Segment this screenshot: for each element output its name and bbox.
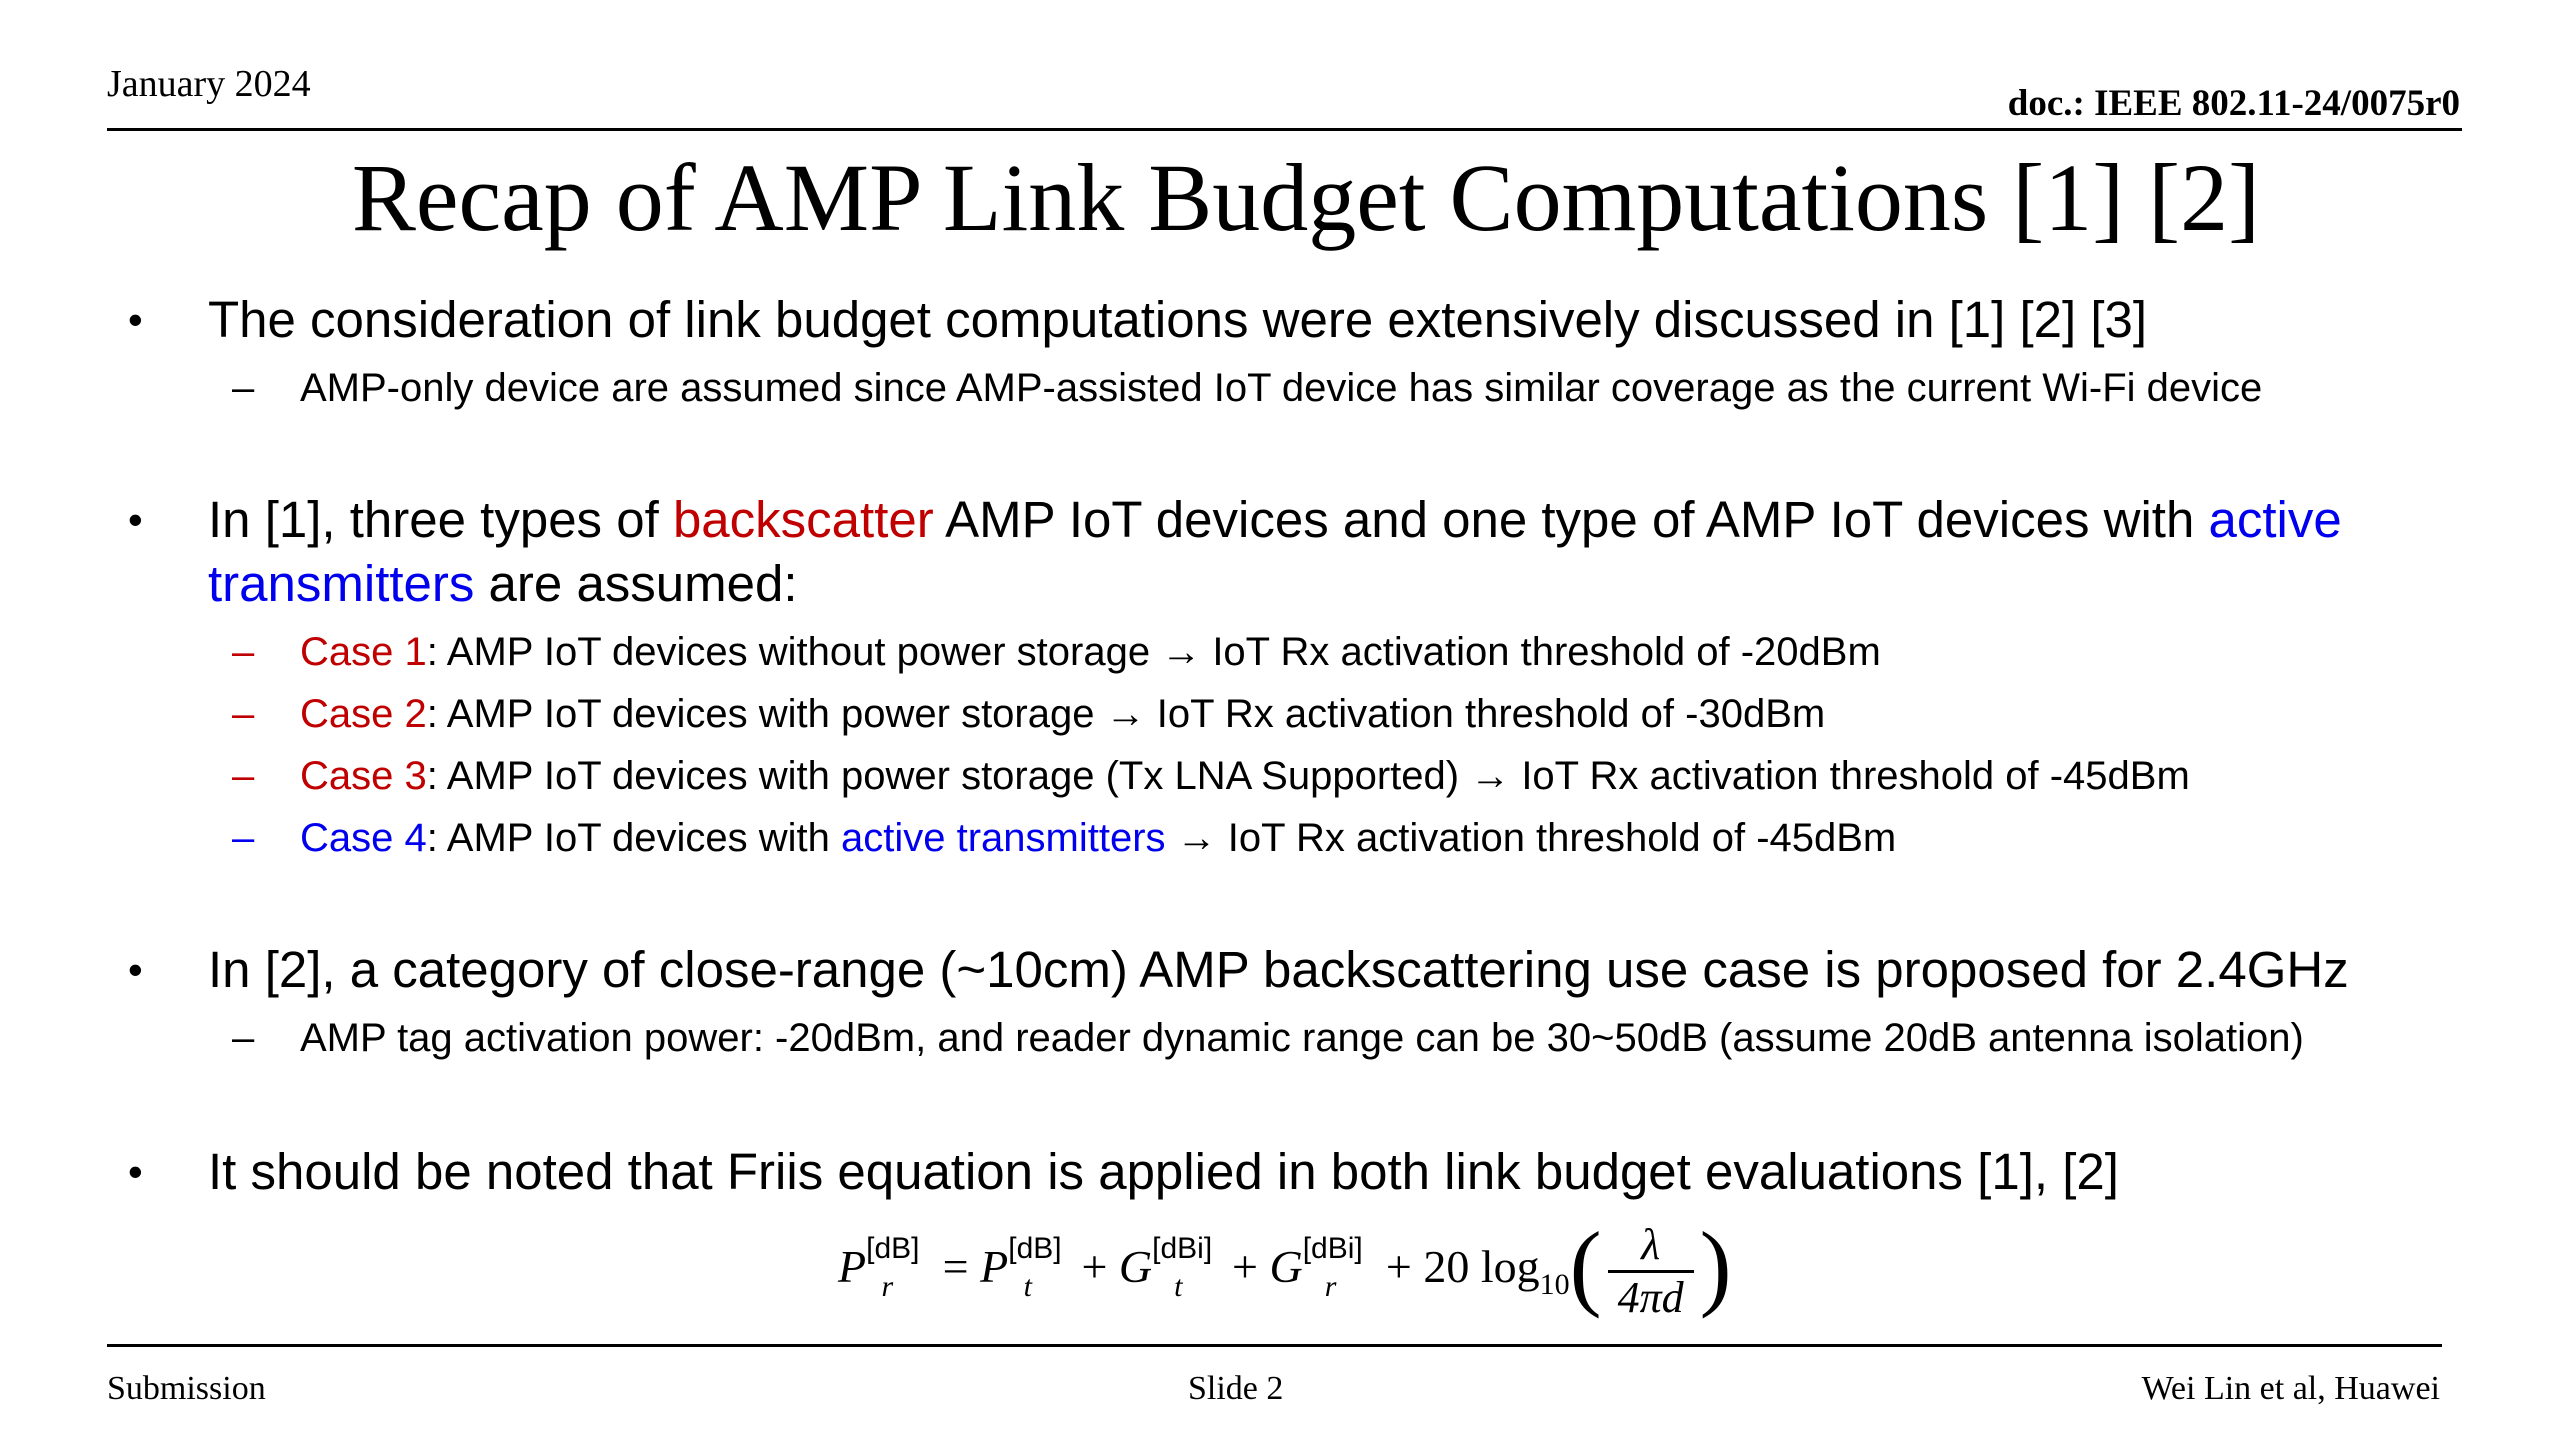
bullet-text: The consideration of link budget computations were extensively discussed in [1] [2] [3] (208, 291, 2148, 348)
sub-dash: – (232, 1016, 255, 1060)
case-4-label: Case 4 (300, 816, 427, 860)
slide: January 2024 doc.: IEEE 802.11-24/0075r0 Recap of AMP Link Budget Computations [1] [2] • The consideration of link budget computations were extensively discussed in [1] [2] [3] – AMP-only device are assumed since AMP-assisted IoT device has similar coverage as the current Wi-Fi device • In [1], three types of backscatter AMP IoT devices and one type of AMP IoT devices with active transmitters are assumed: – Case 1: AMP IoT devices without power storage → IoT Rx activation threshold of -20dBm – Case 2: AMP IoT devices with power storage → IoT Rx activation threshold of -30dBm – Case 3: AMP IoT devices with power storage (Tx LNA Supported) → IoT Rx activation threshold of -45dBm – Case 4: AMP IoT devices with active transmitters → IoT Rx activation threshold of -45dBm • In [2], a category of close-range (~10cm) AMP backscattering use case is proposed for 2.4GHz – AMP tag activation power: -20dBm, and reader dynamic range can be 30~50dB (assume 20dB antenna isolation) • It should be noted that Friis equation is applied in both link budget evaluations [1], [2] $P[dB]_r = P[dB]_t + G[dBi]_t + G[dBi]_r + 20$ $\log_{10}$( $\frac{\lambda}{4\pi d}$ ) Submission Slide 2 Wei Lin et al, Huawei (0, 0, 2560, 1440)
bullet-dot: • (128, 296, 143, 343)
friis-fraction: $\frac{\lambda}{4\pi d}$ (1608, 1220, 1694, 1323)
bullet-dot: • (128, 1148, 143, 1195)
backscatter-highlight: backscatter (672, 491, 934, 548)
sub-dash: – (232, 692, 255, 736)
active-highlight: active (2208, 491, 2342, 548)
case-3-label: Case 3 (300, 754, 427, 798)
footer-submission: Submission (107, 1370, 266, 1407)
bullet-text: It should be noted that Friis equation is applied in both link budget evaluations [1], [2] (208, 1143, 2119, 1200)
sub-text: AMP tag activation power: -20dBm, and reader dynamic range can be 30~50dB (assume 20dB antenna isolation) (300, 1016, 2304, 1060)
sub-dash: – (232, 816, 255, 860)
footer-author: Wei Lin et al, Huawei (2141, 1370, 2440, 1407)
friis-equation: $P[dB]_r = P[dB]_t + G[dBi]_t + G[dBi]_r + 20$ $\log_{10}$( $\frac{\lambda}{4\pi d}$ ) (838, 1212, 1732, 1322)
bullet-text: In [2], a category of close-range (~10cm) AMP backscattering use case is proposed for 2.4GHz (208, 941, 2349, 998)
bullet-dot: • (128, 496, 143, 543)
case-1-text: : AMP IoT devices without power storage → IoT Rx activation threshold of -20dBm (426, 630, 1881, 674)
case-2-text: : AMP IoT devices with power storage → IoT Rx activation threshold of -30dBm (426, 692, 1826, 736)
header-rule (107, 128, 2462, 131)
case-1-label: Case 1 (300, 630, 427, 674)
header-date: January 2024 (107, 63, 311, 105)
sub-dash: – (232, 366, 255, 410)
bullet-dot: • (128, 946, 143, 993)
sub-text: AMP-only device are assumed since AMP-assisted IoT device has similar coverage as the current Wi-Fi device (300, 366, 2263, 410)
footer-slide-number: Slide 2 (1188, 1370, 1284, 1407)
header-doc-id: doc.: IEEE 802.11-24/0075r0 (2007, 83, 2460, 124)
footer-rule (107, 1344, 2442, 1347)
transmitters-highlight: transmitters (208, 555, 475, 612)
bullet-text: In [1], three types of backscatter AMP IoT devices and one type of AMP IoT devices with active transmitters are assumed: (208, 491, 2342, 612)
case-3-text: : AMP IoT devices with power storage (Tx LNA Supported) → IoT Rx activation threshold of -45dBm (426, 754, 2190, 798)
sub-dash: – (232, 754, 255, 798)
case-2-label: Case 2 (300, 692, 427, 736)
sub-dash: – (232, 630, 255, 674)
slide-title: Recap of AMP Link Budget Computations [1] [2] (351, 144, 2261, 251)
case-4-highlight: active transmitters (841, 816, 1166, 860)
